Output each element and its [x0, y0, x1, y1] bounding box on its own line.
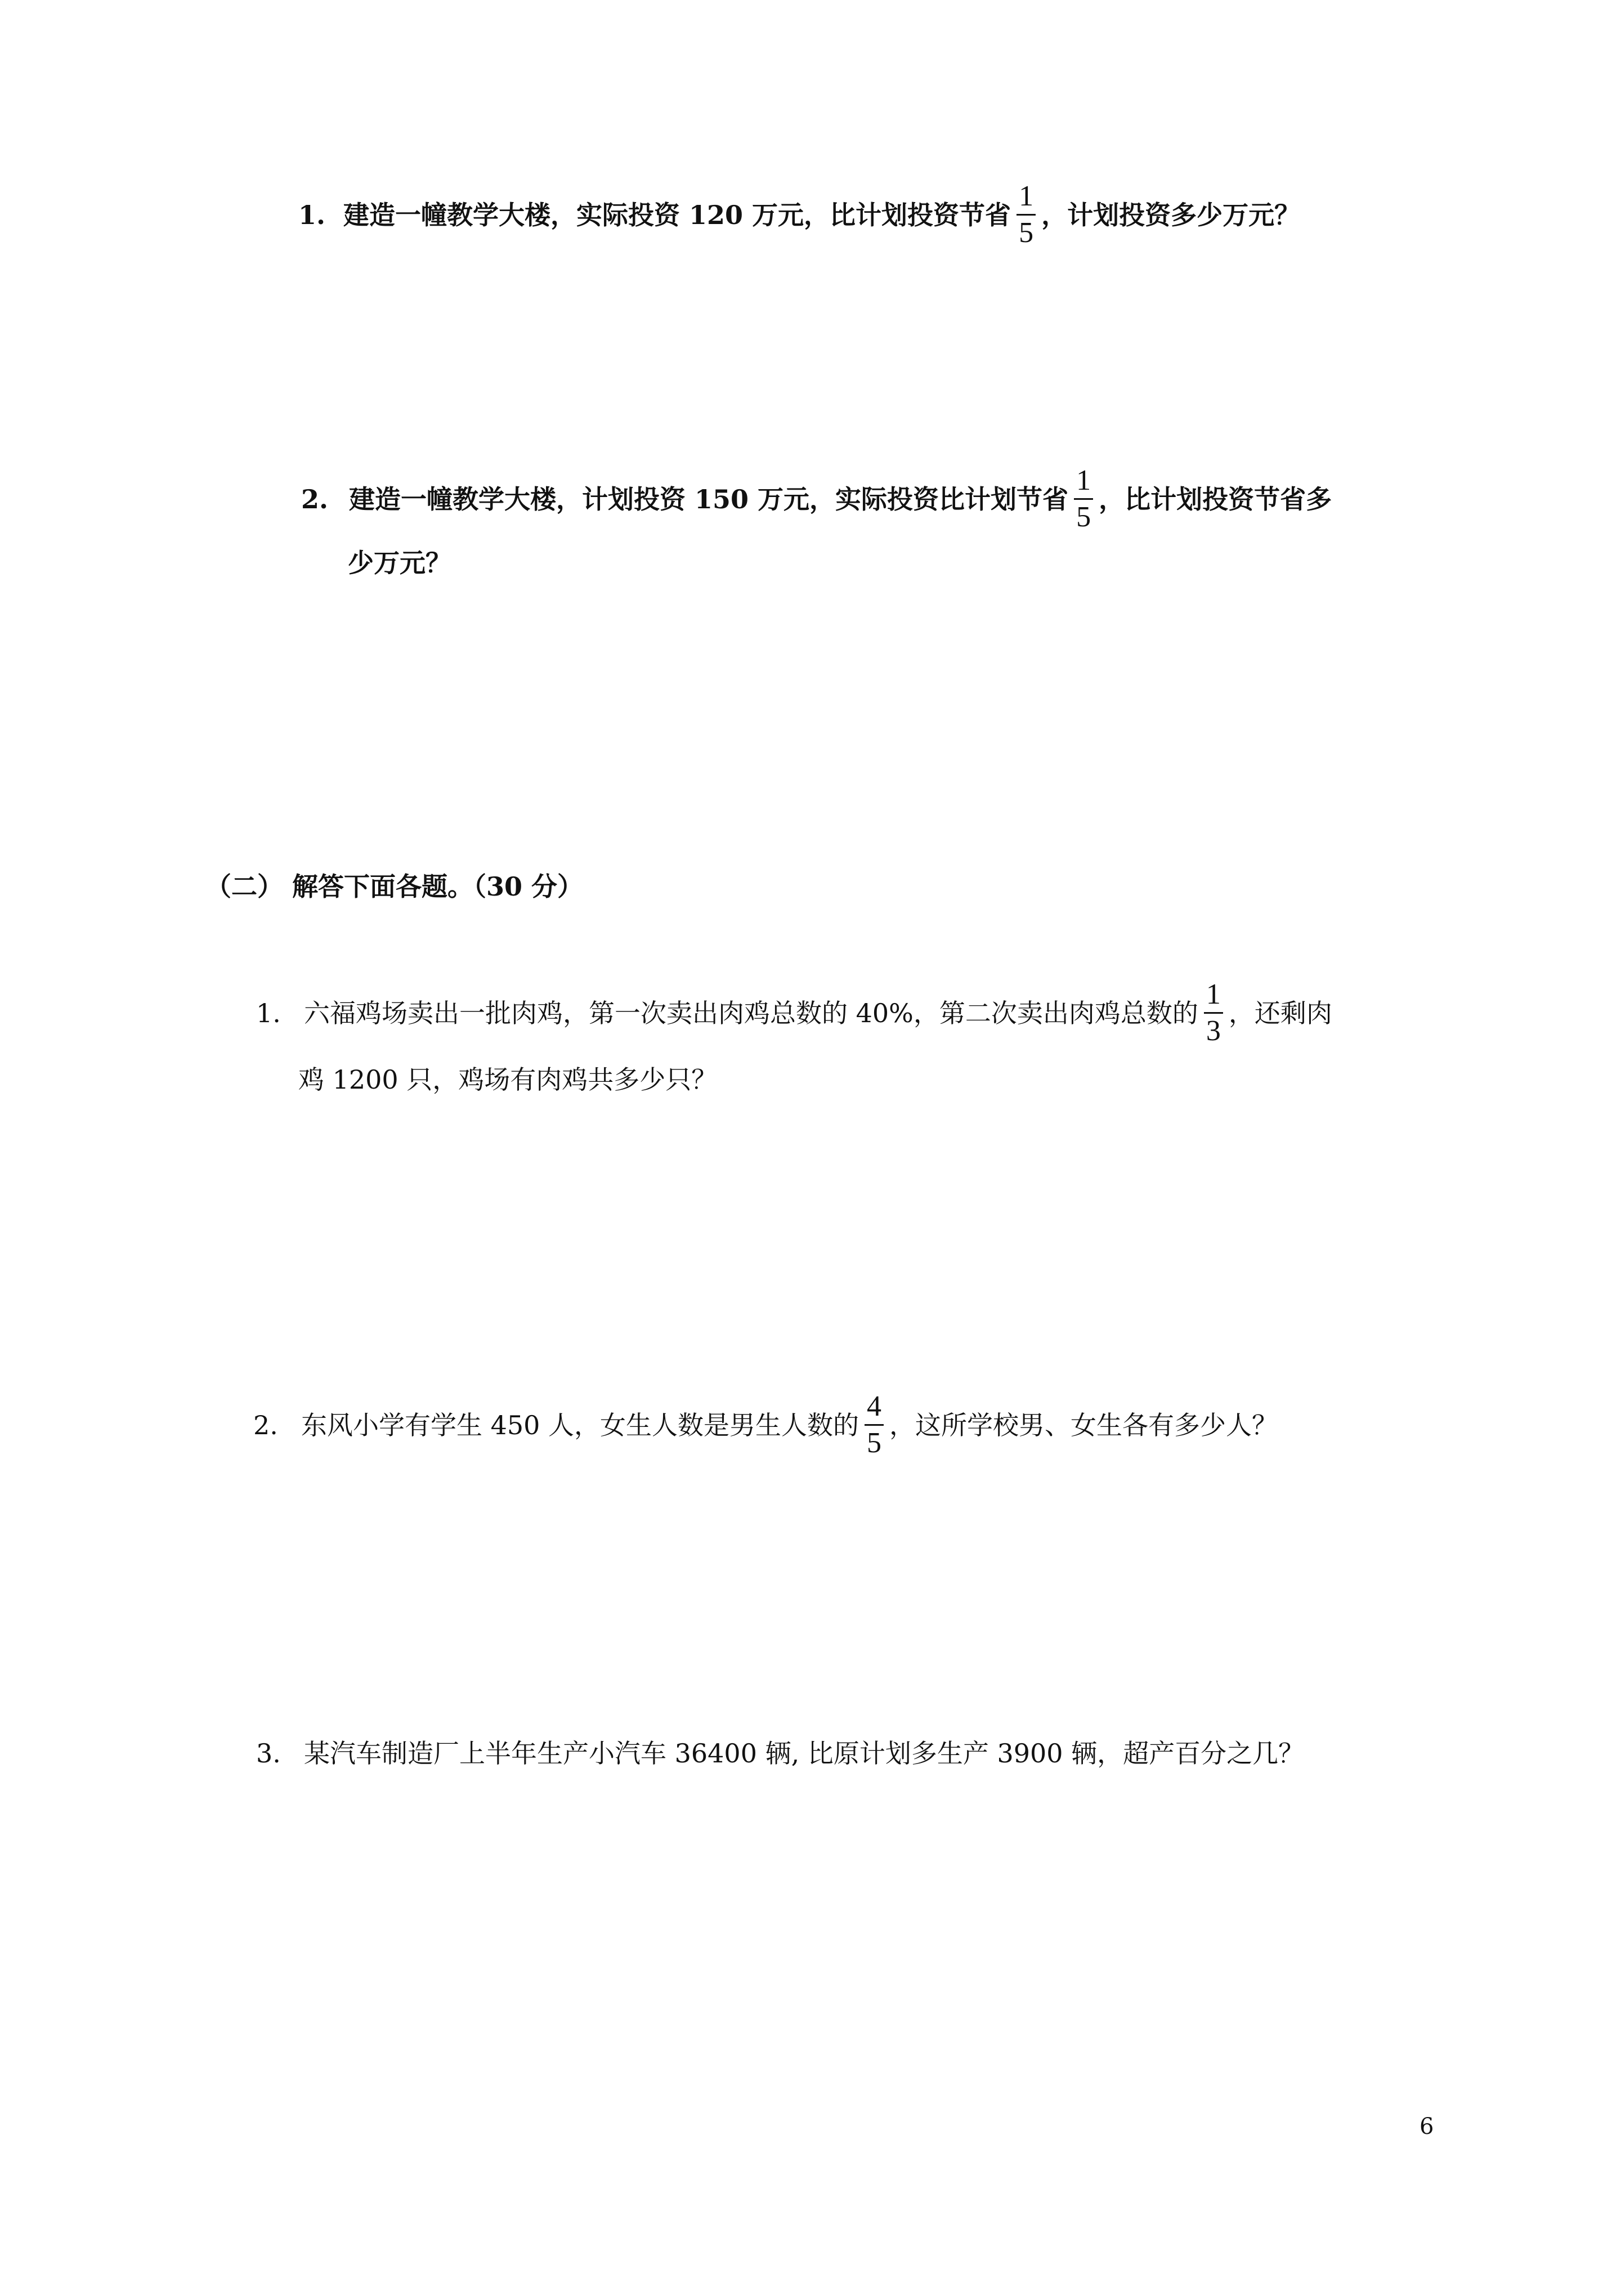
part1-question-1 — [298, 180, 1300, 249]
part2-question-1 — [256, 978, 1332, 1048]
fraction-numerator: 1 — [1076, 464, 1091, 496]
part2-question-2 — [253, 1390, 1278, 1460]
page-number: 6 — [1420, 2114, 1434, 2140]
fraction-bar — [1204, 1012, 1223, 1014]
fraction-denominator: 3 — [1206, 1015, 1221, 1047]
section-heading: （二） 解答下面各题。（30 分） — [205, 871, 584, 902]
question-number: 3. — [256, 1738, 281, 1769]
fraction-bar — [865, 1424, 884, 1426]
question-number: 2. — [253, 1409, 278, 1440]
question-number: 2. — [301, 484, 329, 514]
fraction — [1074, 464, 1093, 534]
fraction-numerator: 1 — [1019, 180, 1034, 212]
question-number: 1. — [256, 997, 281, 1028]
question-text-end: ，还剩肉 — [1228, 997, 1332, 1028]
question-text: 建造一幢教学大楼，实际投资 120 万元，比计划投资节省 — [343, 199, 1011, 230]
part1-question-2-line2: 少万元？ — [348, 548, 451, 578]
fraction — [1204, 978, 1223, 1048]
part2-question-3 — [256, 1736, 1304, 1770]
fraction-numerator: 1 — [1206, 978, 1221, 1010]
fraction-denominator: 5 — [1019, 217, 1034, 249]
fraction-bar — [1017, 214, 1036, 216]
part2-question-1-line2: 鸡 1200 只，鸡场有肉鸡共多少只？ — [298, 1064, 718, 1095]
part1-question-2 — [301, 464, 1332, 534]
fraction — [1017, 180, 1036, 249]
fraction-denominator: 5 — [867, 1427, 882, 1459]
question-text: 六福鸡场卖出一批肉鸡，第一次卖出肉鸡总数的 40%，第二次卖出肉鸡总数的 — [304, 997, 1198, 1028]
question-number: 1. — [298, 199, 326, 230]
question-text: 建造一幢教学大楼，计划投资 150 万元，实际投资比计划节省 — [349, 484, 1069, 514]
fraction-numerator: 4 — [867, 1390, 882, 1422]
fraction-bar — [1074, 498, 1093, 500]
question-text-end: ，比计划投资节省多 — [1099, 484, 1332, 514]
fraction — [865, 1390, 884, 1460]
question-text: 某汽车制造厂上半年生产小汽车 36400 辆, 比原计划多生产 3900 辆，超产百分之几？ — [304, 1738, 1305, 1769]
question-text: 东风小学有学生 450 人，女生人数是男生人数的 — [301, 1409, 859, 1440]
fraction-denominator: 5 — [1076, 501, 1091, 533]
question-text-end: ，这所学校男、女生各有多少人？ — [889, 1409, 1278, 1440]
question-text-end: ，计划投资多少万元？ — [1041, 199, 1301, 230]
